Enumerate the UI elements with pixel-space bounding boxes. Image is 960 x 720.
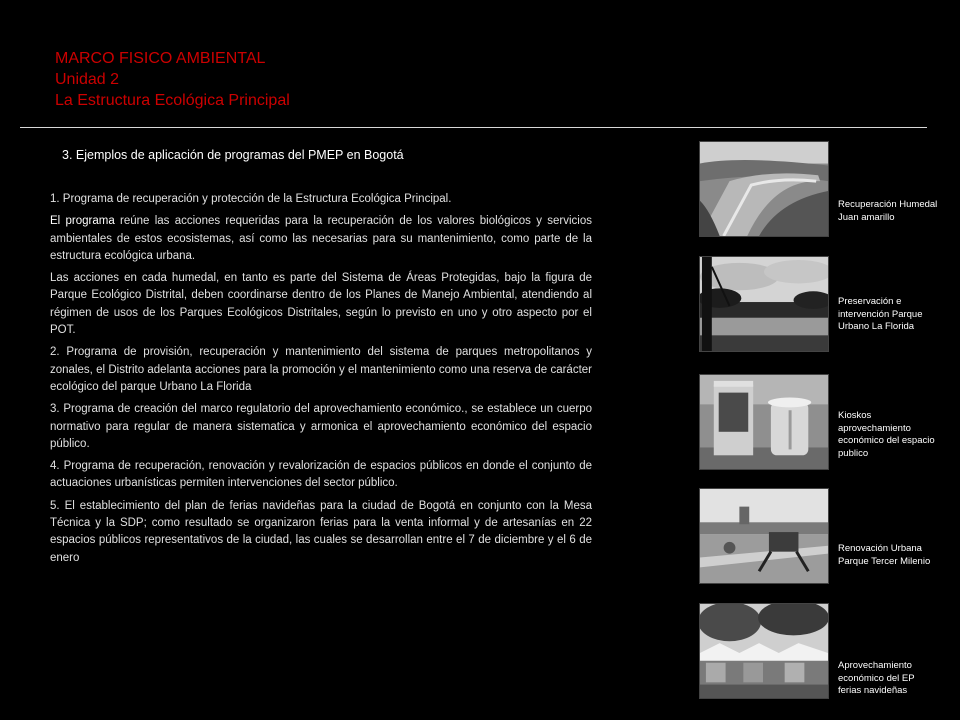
paragraph-2-rest: reúne las acciones requeridas para la recuperación de los valores biológicos y servicios ambientales de estos ecosistemas, así como las necesarias para su mantenimiento, como parte de la estructura ecológica urbana. <box>50 215 592 262</box>
caption-3: Kioskos aprovechamiento económico del espacio publico <box>838 410 935 459</box>
header-line-2: Unidad 2 <box>55 71 120 88</box>
paragraph-7: 5. El establecimiento del plan de ferias navideñas para la ciudad de Bogotá en conjunto con la Mesa Técnica y la SDP; como resultado se organizaron ferias para la venta informal y de artesanías en 22 espacios públicos representativos de la ciudad, las cuales se desarrollan entre el 7 de diciembre y el 6 de enero <box>50 499 592 564</box>
market-tents-photo <box>699 603 829 699</box>
paragraph-1: 1. Programa de recuperación y protección de la Estructura Ecológica Principal. <box>50 193 452 205</box>
paragraph-2 <box>50 213 592 265</box>
header-line-3: La Estructura Ecológica Principal <box>55 92 290 109</box>
caption-1: Recuperación Humedal Juan amarillo <box>838 199 938 223</box>
kiosks-photo <box>699 374 829 470</box>
header-title-block <box>55 48 290 111</box>
paragraph-4: 2. Programa de provisión, recuperación y mantenimiento del sistema de parques metropolitanos y zonales, el Distrito adelanta acciones para la promoción y el mantenimiento como una reserva de carácter ecológico del parque Urbano La Florida <box>50 346 592 393</box>
caption-2: Preservación e intervención Parque Urbano La Florida <box>838 296 923 332</box>
header-line-1: MARCO FISICO AMBIENTAL <box>55 50 266 67</box>
section-title: 3. Ejemplos de aplicación de programas del PMEP en Bogotá <box>62 148 404 162</box>
header-divider <box>20 127 927 128</box>
paragraph-2-lead: El programa <box>50 215 115 228</box>
caption-4: Renovación Urbana Parque Tercer Milenio <box>838 543 931 567</box>
caption-5: Aprovechamiento económico del EP ferias navideñas <box>838 660 915 696</box>
paragraph-5: 3. Programa de creación del marco regulatorio del aprovechamiento económico., se establece un cuerpo normativo para regular de manera sistematica y armonica el aprovechamiento económico del espacio público. <box>50 403 592 450</box>
wetland-aerial-photo <box>699 141 829 237</box>
lake-trees-photo <box>699 256 829 352</box>
playground-photo <box>699 488 829 584</box>
body-text <box>50 191 592 572</box>
paragraph-6: 4. Programa de recuperación, renovación y revalorización de espacios públicos en donde el conjunto de actuaciones urbanísticas permiten intervenciones del sector público. <box>50 460 592 490</box>
paragraph-3: Las acciones en cada humedal, en tanto es parte del Sistema de Áreas Protegidas, bajo la figura de Parque Ecológico Distrital, deben coordinarse dentro de los Planes de Manejo Ambiental, atendiendo al régimen de usos de los Parques Ecológicos Distritales, según lo previsto en uno y otro aspecto por el POT. <box>50 272 592 337</box>
